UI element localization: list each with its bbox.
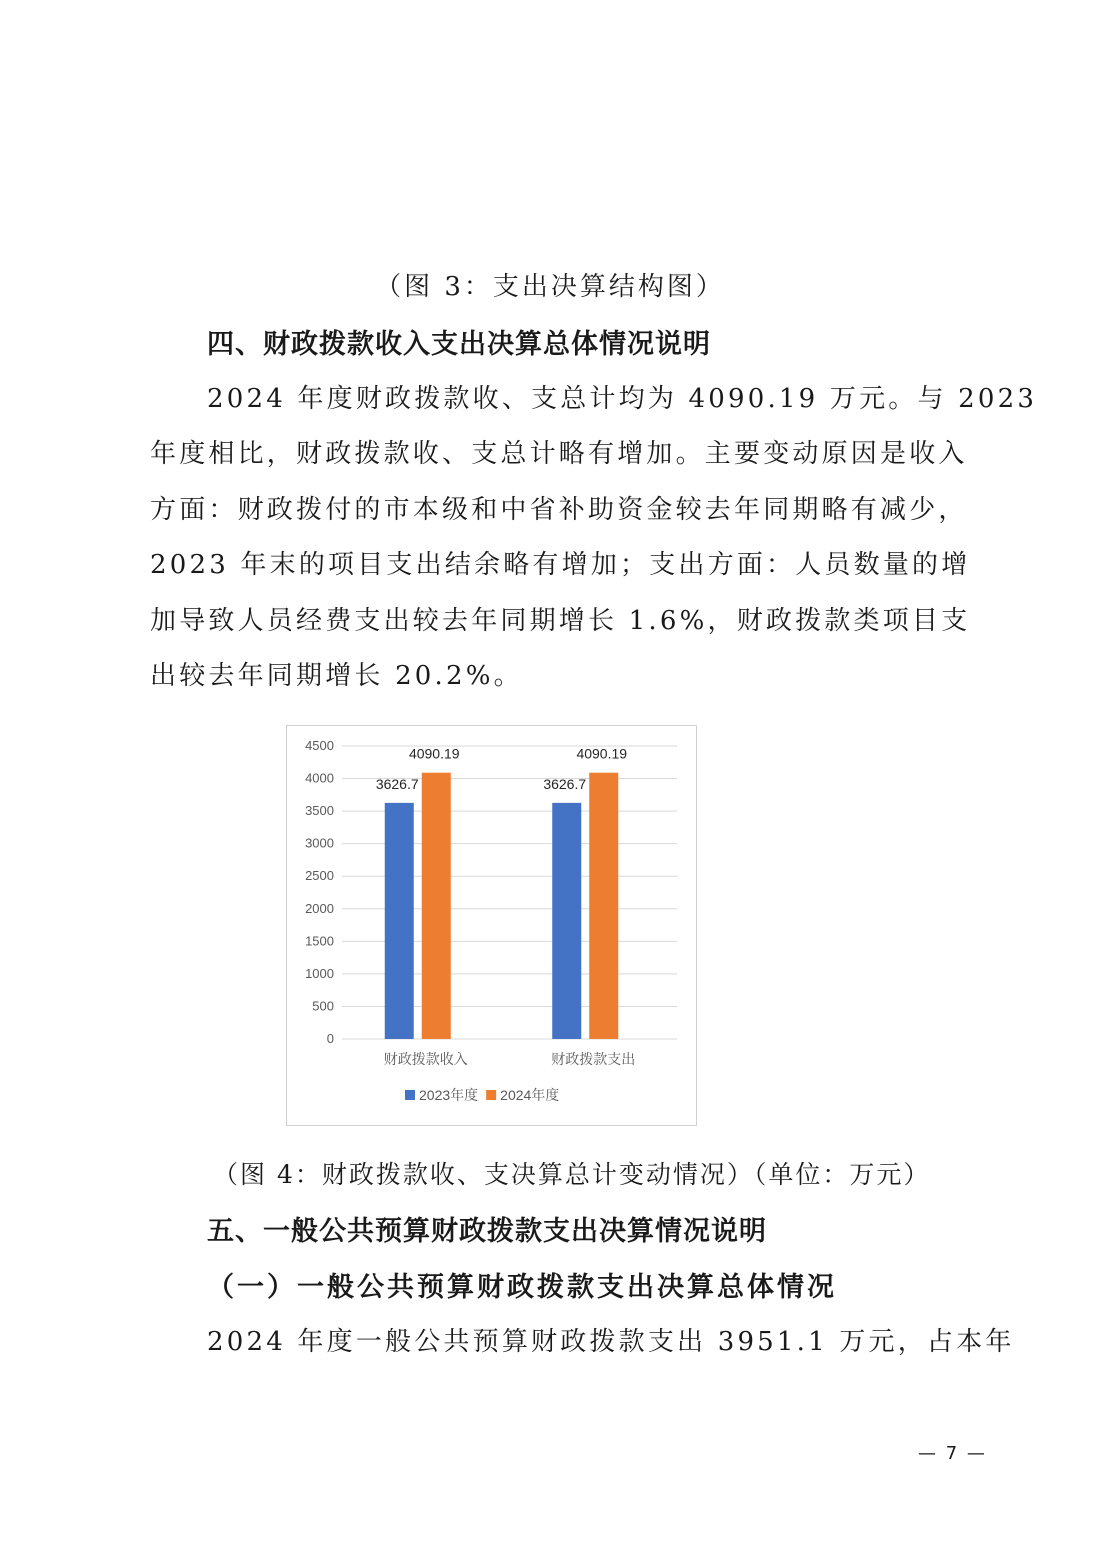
section-4-heading: 四、财政拨款收入支出决算总体情况说明 — [207, 329, 711, 360]
y-tick-label: 500 — [312, 998, 334, 1014]
bar — [422, 773, 451, 1039]
y-tick-label: 4500 — [305, 738, 334, 753]
legend-swatch — [405, 1090, 415, 1100]
paragraph-line: 2023 年末的项目支出结余略有增加；支出方面：人员数量的增 — [150, 550, 971, 580]
paragraph-line: 出较去年同期增长 20.2%。 — [150, 661, 523, 691]
paragraph-line: 年度相比，财政拨款收、支总计略有增加。主要变动原因是收入 — [150, 439, 968, 469]
data-label: 4090.19 — [408, 745, 460, 762]
y-tick-label: 1500 — [305, 933, 334, 949]
data-label: 3626.7 — [543, 775, 587, 792]
x-tick-label: 财政拨款支出 — [551, 1051, 636, 1067]
bar — [385, 803, 414, 1039]
y-tick-label: 3500 — [305, 803, 334, 819]
figure-3-caption: （图 3：支出决算结构图） — [375, 272, 725, 302]
figure-4-caption: （图 4：财政拨款收、支决算总计变动情况）（单位：万元） — [213, 1160, 931, 1189]
bar — [589, 773, 618, 1039]
y-tick-label: 3000 — [305, 835, 334, 851]
legend-swatch — [486, 1090, 496, 1100]
y-tick-label: 4000 — [305, 770, 334, 786]
legend-label: 2024年度 — [500, 1087, 560, 1103]
y-tick-label: 2500 — [305, 868, 334, 884]
paragraph-line: 加导致人员经费支出较去年同期增长 1.6%，财政拨款类项目支 — [150, 606, 971, 636]
data-label: 3626.7 — [375, 775, 419, 792]
legend-label: 2023年度 — [419, 1087, 479, 1103]
bar — [552, 803, 581, 1039]
x-tick-label: 财政拨款收入 — [383, 1051, 468, 1067]
subsection-5-1-heading: （一）一般公共预算财政拨款支出决算总体情况 — [207, 1272, 837, 1303]
bar-chart-svg — [287, 726, 696, 1125]
page-number: — 7 — — [918, 1443, 987, 1464]
paragraph-line: 2024 年度财政拨款收、支总计均为 4090.19 万元。与 2023 — [207, 384, 1038, 414]
y-tick-label: 1000 — [305, 965, 334, 981]
paragraph-line: 2024 年度一般公共预算财政拨款支出 3951.1 万元，占本年 — [207, 1327, 1015, 1357]
y-tick-label: 2000 — [305, 900, 334, 916]
figure-4-chart — [286, 725, 697, 1126]
y-tick-label: 0 — [326, 1031, 334, 1046]
data-label: 4090.19 — [576, 745, 628, 762]
section-5-heading: 五、一般公共预算财政拨款支出决算情况说明 — [207, 1216, 767, 1247]
paragraph-line: 方面：财政拨付的市本级和中省补助资金较去年同期略有减少， — [150, 495, 968, 525]
